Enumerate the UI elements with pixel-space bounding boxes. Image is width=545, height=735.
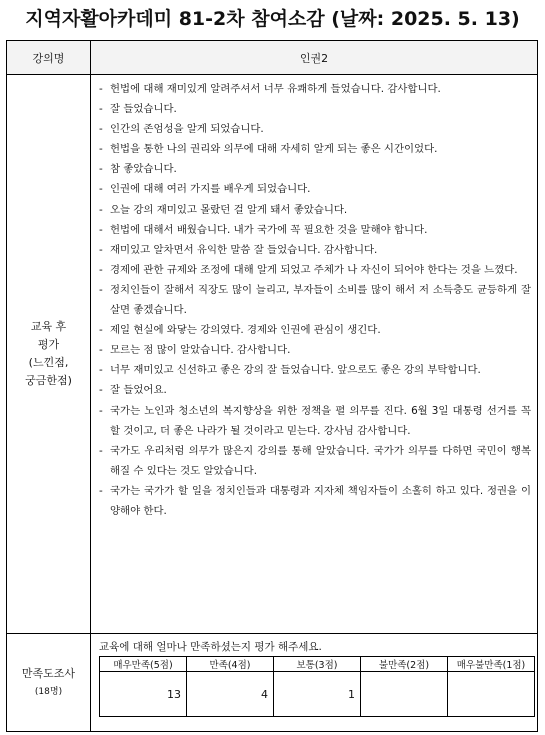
feedback-item: - 오늘 강의 재미있고 몰랐던 걸 알게 돼서 좋았습니다. [99,200,531,220]
count-very-satisfied: 13 [100,672,187,717]
feedback-item: - 너무 재미있고 신선하고 좋은 강의 잘 들었습니다. 앞으로도 좋은 강의 부탁합니다. [99,360,531,380]
feedback-item: - 잘 들었어요. [99,380,531,400]
lecture-name-value: 인권2 [91,41,538,75]
option-header-row [100,657,535,672]
feedback-item: - 국가도 우리처럼 의무가 많은지 강의를 통해 알았습니다. 국가가 의무를 다하면 국민이 행복해질 수 있다는 것도 알았습니다. [99,441,531,481]
respondent-count: (18명) [34,686,63,697]
feedback-item: - 경제에 관한 규제와 조정에 대해 알게 되었고 주체가 나 자신이 되어야 한다는 것을 느꼈다. [99,260,531,280]
feedback-item: - 제일 현실에 와닿는 강의였다. 경제와 인권에 관심이 생긴다. [99,320,531,340]
feedback-item: - 헌법에 대해 재미있게 알려주셔서 너무 유쾌하게 들었습니다. 감사합니다. [99,79,531,99]
feedback-label-line: 교육 후 [30,320,67,333]
feedback-item: - 국가는 국가가 할 일을 정치인들과 대통령과 지자체 책임자들이 소홀히 하고 있다. 정권을 이양해야 한다. [99,481,531,521]
page-title: 지역자활아카데미 81-2차 참여소감 (날짜: 2025. 5. 13) [25,8,520,30]
satisfaction-content [91,634,538,732]
option-very-satisfied: 매우만족(5점) [100,657,187,672]
feedback-label-line: 궁금한점) [25,374,72,387]
option-neutral: 보통(3점) [274,657,361,672]
count-satisfied: 4 [187,672,274,717]
feedback-item: - 정치인들이 잘해서 직장도 많이 늘리고, 부자들이 소비를 많이 해서 저 소득층도 균등하게 잘살면 좋겠습니다. [99,280,531,320]
count-very-dissatisfied [448,672,535,717]
feedback-item: - 재미있고 알차면서 유익한 말씀 잘 들었습니다. 감사합니다. [99,240,531,260]
feedback-item: - 인권에 대해 여러 가지를 배우게 되었습니다. [99,179,531,199]
satisfaction-row [7,634,538,732]
option-very-dissatisfied: 매우불만족(1점) [448,657,535,672]
feedback-item: - 국가는 노인과 청소년의 복지향상을 위한 정책을 펼 의무를 진다. 6월 3일 대통령 선거를 꼭 할 것이고, 더 좋은 나라가 될 것이라고 믿는다. 강사님 감사합니다. [99,401,531,441]
survey-question: 교육에 대해 얼마나 만족하셨는지 평가 해주세요. [99,641,322,653]
satisfaction-label [7,634,91,732]
feedback-label [7,75,91,634]
feedback-item: - 인간의 존엄성을 알게 되었습니다. [99,119,531,139]
count-row [100,672,535,717]
option-satisfied: 만족(4점) [187,657,274,672]
feedback-label-line: (느낀점, [28,356,69,369]
feedback-list [99,79,531,521]
feedback-row [7,75,538,634]
feedback-content [91,75,538,634]
header-row [7,41,538,75]
count-neutral: 1 [274,672,361,717]
feedback-item: - 헌법에 대해서 배웠습니다. 내가 국가에 꼭 필요한 것을 말해야 합니다. [99,220,531,240]
satisfaction-title: 만족도조사 [21,666,76,680]
survey-form-table [6,40,538,732]
feedback-item: - 잘 들었습니다. [99,99,531,119]
feedback-label-line: 평가 [37,338,60,351]
satisfaction-table [99,656,535,717]
count-dissatisfied [361,672,448,717]
feedback-item: - 헌법을 통한 나의 권리와 의무에 대해 자세히 알게 되는 좋은 시간이었다. [99,139,531,159]
feedback-item: - 참 좋았습니다. [99,159,531,179]
lecture-name-label: 강의명 [7,41,91,75]
option-dissatisfied: 불만족(2점) [361,657,448,672]
feedback-item: - 모르는 점 많이 알았습니다. 감사합니다. [99,340,531,360]
